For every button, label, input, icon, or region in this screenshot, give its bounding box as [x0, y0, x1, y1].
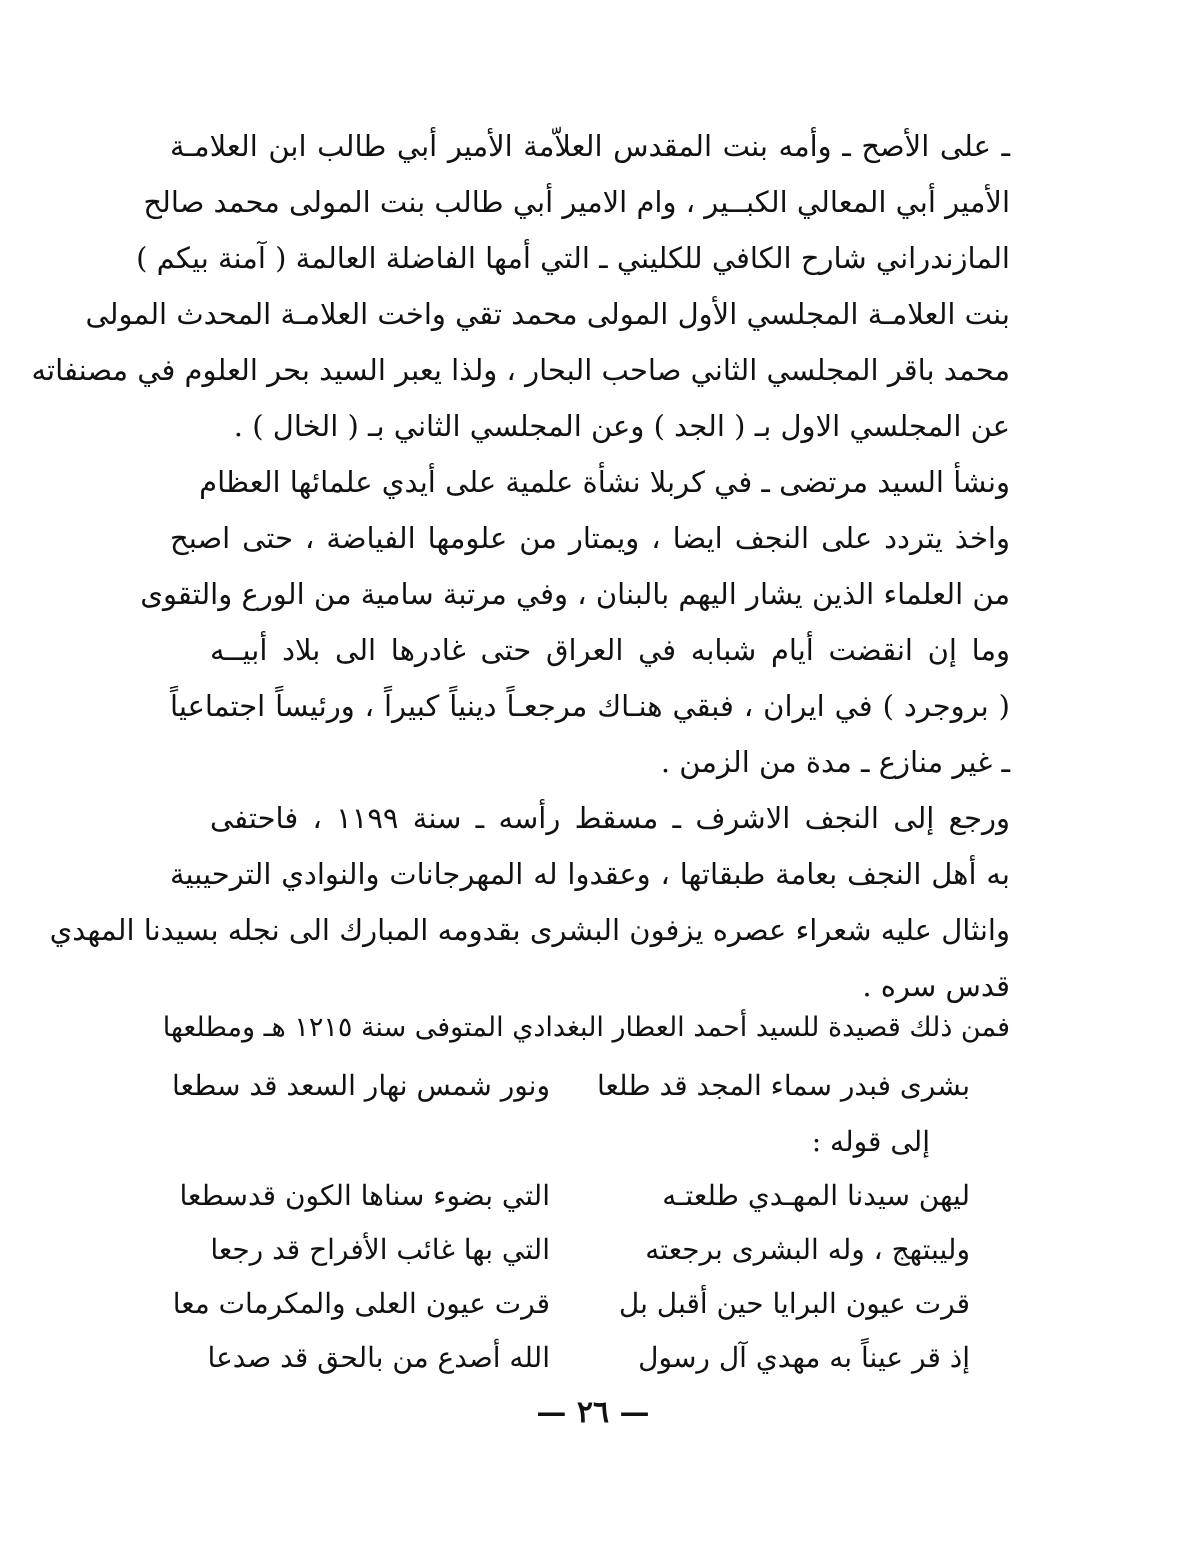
- text-line: ( بروجرد ) في ايران ، فبقي هنـاك مرجعـاً دينياً كبيراً ، ورئيساً اجتماعياً: [170, 689, 1010, 723]
- verse: [172, 1276, 970, 1332]
- text-line: ونشأ السيد مرتضى ـ في كربلا نشأة علمية على أيدي علمائها العظام: [199, 465, 1010, 499]
- verse-first-hemistich: إذ قر عيناً به مهدي آل رسول: [638, 1341, 970, 1374]
- text-line: بنت العلامـة المجلسي الأول المولى محمد تقي واخت العلامـة المحدث المولى: [85, 297, 1010, 331]
- verse-first-hemistich: بشرى فبدر سماء المجد قد طلعا: [597, 1069, 970, 1102]
- verse-second-hemistich: التي بضوء سناها الكون قدسطعا: [179, 1179, 550, 1212]
- text-line: عن المجلسي الاول بـ ( الجد ) وعن المجلسي الثاني بـ ( الخال ) .: [233, 409, 1010, 443]
- text-line: وما إن انقضت أيام شبابه في العراق حتى غادرها الى بلاد أبيــه: [210, 633, 1010, 667]
- text-line: قدس سره .: [862, 969, 1010, 1003]
- text-line: ورجع إلى النجف الاشرف ـ مسقط رأسه ـ سنة ١١٩٩ ، فاحتفى: [210, 801, 1011, 835]
- text-line: به أهل النجف بعامة طبقاتها ، وعقدوا له المهرجانات والنوادي الترحيبية: [170, 857, 1010, 891]
- verse-second-hemistich: الله أصدع من بالحق قد صدعا: [207, 1341, 550, 1374]
- text-line: من العلماء الذين يشار اليهم بالبنان ، وفي مرتبة سامية من الورع والتقوى: [140, 577, 1010, 611]
- verse: [207, 1330, 970, 1386]
- transition-text: إلى قوله :: [811, 1125, 930, 1158]
- text-line: ـ على الأصح ـ وأمه بنت المقدس العلاّمة الأمير أبي طالب ابن العلامـة: [170, 129, 1010, 163]
- verse-first-hemistich: قرت عيون البرايا حين أقبل بل: [618, 1287, 970, 1320]
- verse-second-hemistich: قرت عيون العلى والمكرمات معا: [172, 1287, 550, 1320]
- text-line: واخذ يتردد على النجف ايضا ، ويمتار من علومها الفياضة ، حتى اصبح: [170, 521, 1010, 555]
- verse: [179, 1168, 970, 1224]
- verse-first-hemistich: وليبتهج ، وله البشرى برجعته: [645, 1233, 970, 1266]
- text-line: وانثال عليه شعراء عصره يزفون البشرى بقدومه المبارك الى نجله بسيدنا المهدي: [49, 913, 1010, 947]
- verse-second-hemistich: ونور شمس نهار السعد قد سطعا: [172, 1069, 550, 1102]
- verse-first-hemistich: ليهن سيدنا المهـدي طلعتـه: [662, 1179, 970, 1212]
- text-line: الأمير أبي المعالي الكبــير ، وام الامير أبي طالب بنت المولى محمد صالح: [143, 185, 1010, 219]
- page-number: — ٢٦ —: [536, 1395, 650, 1430]
- text-line: ـ غير منازع ـ مدة من الزمن .: [660, 745, 1010, 779]
- text-line: المازندراني شارح الكافي للكليني ـ التي أمها الفاضلة العالمة ( آمنة بيكم ): [136, 241, 1010, 275]
- verse: [210, 1222, 970, 1278]
- text-line: محمد باقر المجلسي الثاني صاحب البحار ، ولذا يعبر السيد بحر العلوم في مصنفاته: [31, 353, 1010, 387]
- verse: [172, 1058, 970, 1114]
- text-line: فمن ذلك قصيدة للسيد أحمد العطار البغدادي المتوفى سنة ١٢١٥ هـ ومطلعها: [162, 1012, 1010, 1043]
- verse-second-hemistich: التي بها غائب الأفراح قد رجعا: [210, 1233, 550, 1266]
